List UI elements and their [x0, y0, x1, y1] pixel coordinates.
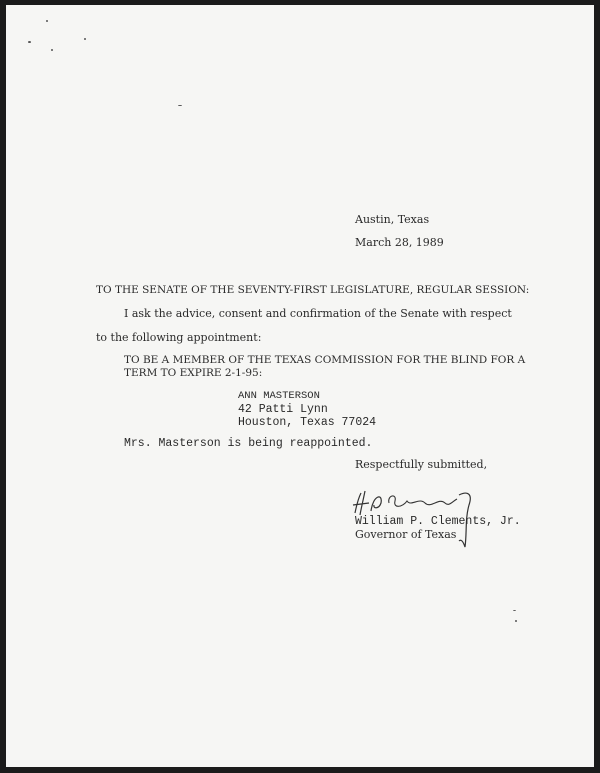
scan-speck — [84, 38, 86, 40]
scan-speck — [46, 20, 48, 22]
letter-date: March 28, 1989 — [355, 236, 444, 249]
letter-body-line-2: to the following appointment: — [96, 331, 262, 344]
appointee-street: 42 Patti Lynn — [238, 403, 328, 416]
scan-speck — [51, 49, 53, 51]
document-page — [6, 5, 594, 767]
scan-speck — [28, 41, 31, 43]
appointee-city: Houston, Texas 77024 — [238, 416, 377, 429]
reappointment-note: Mrs. Masterson is being reappointed. — [124, 437, 373, 450]
scan-speck — [513, 610, 516, 611]
scan-speck — [515, 620, 517, 622]
appointee-name: ANN MASTERSON — [238, 390, 320, 402]
appointment-line-2: TERM TO EXPIRE 2-1-95: — [124, 367, 263, 379]
letter-salutation: TO THE SENATE OF THE SEVENTY-FIRST LEGISLATURE, REGULAR SESSION: — [96, 284, 530, 296]
letter-body-line-1: I ask the advice, consent and confirmation of the Senate with respect — [124, 307, 512, 320]
appointment-line-1: TO BE A MEMBER OF THE TEXAS COMMISSION FOR THE BLIND FOR A — [124, 354, 526, 366]
scan-speck — [178, 105, 182, 106]
signer-title: Governor of Texas — [355, 528, 457, 541]
signer-name: William P. Clements, Jr. — [355, 515, 521, 528]
letter-place: Austin, Texas — [355, 213, 430, 226]
letter-closing: Respectfully submitted, — [355, 458, 488, 471]
